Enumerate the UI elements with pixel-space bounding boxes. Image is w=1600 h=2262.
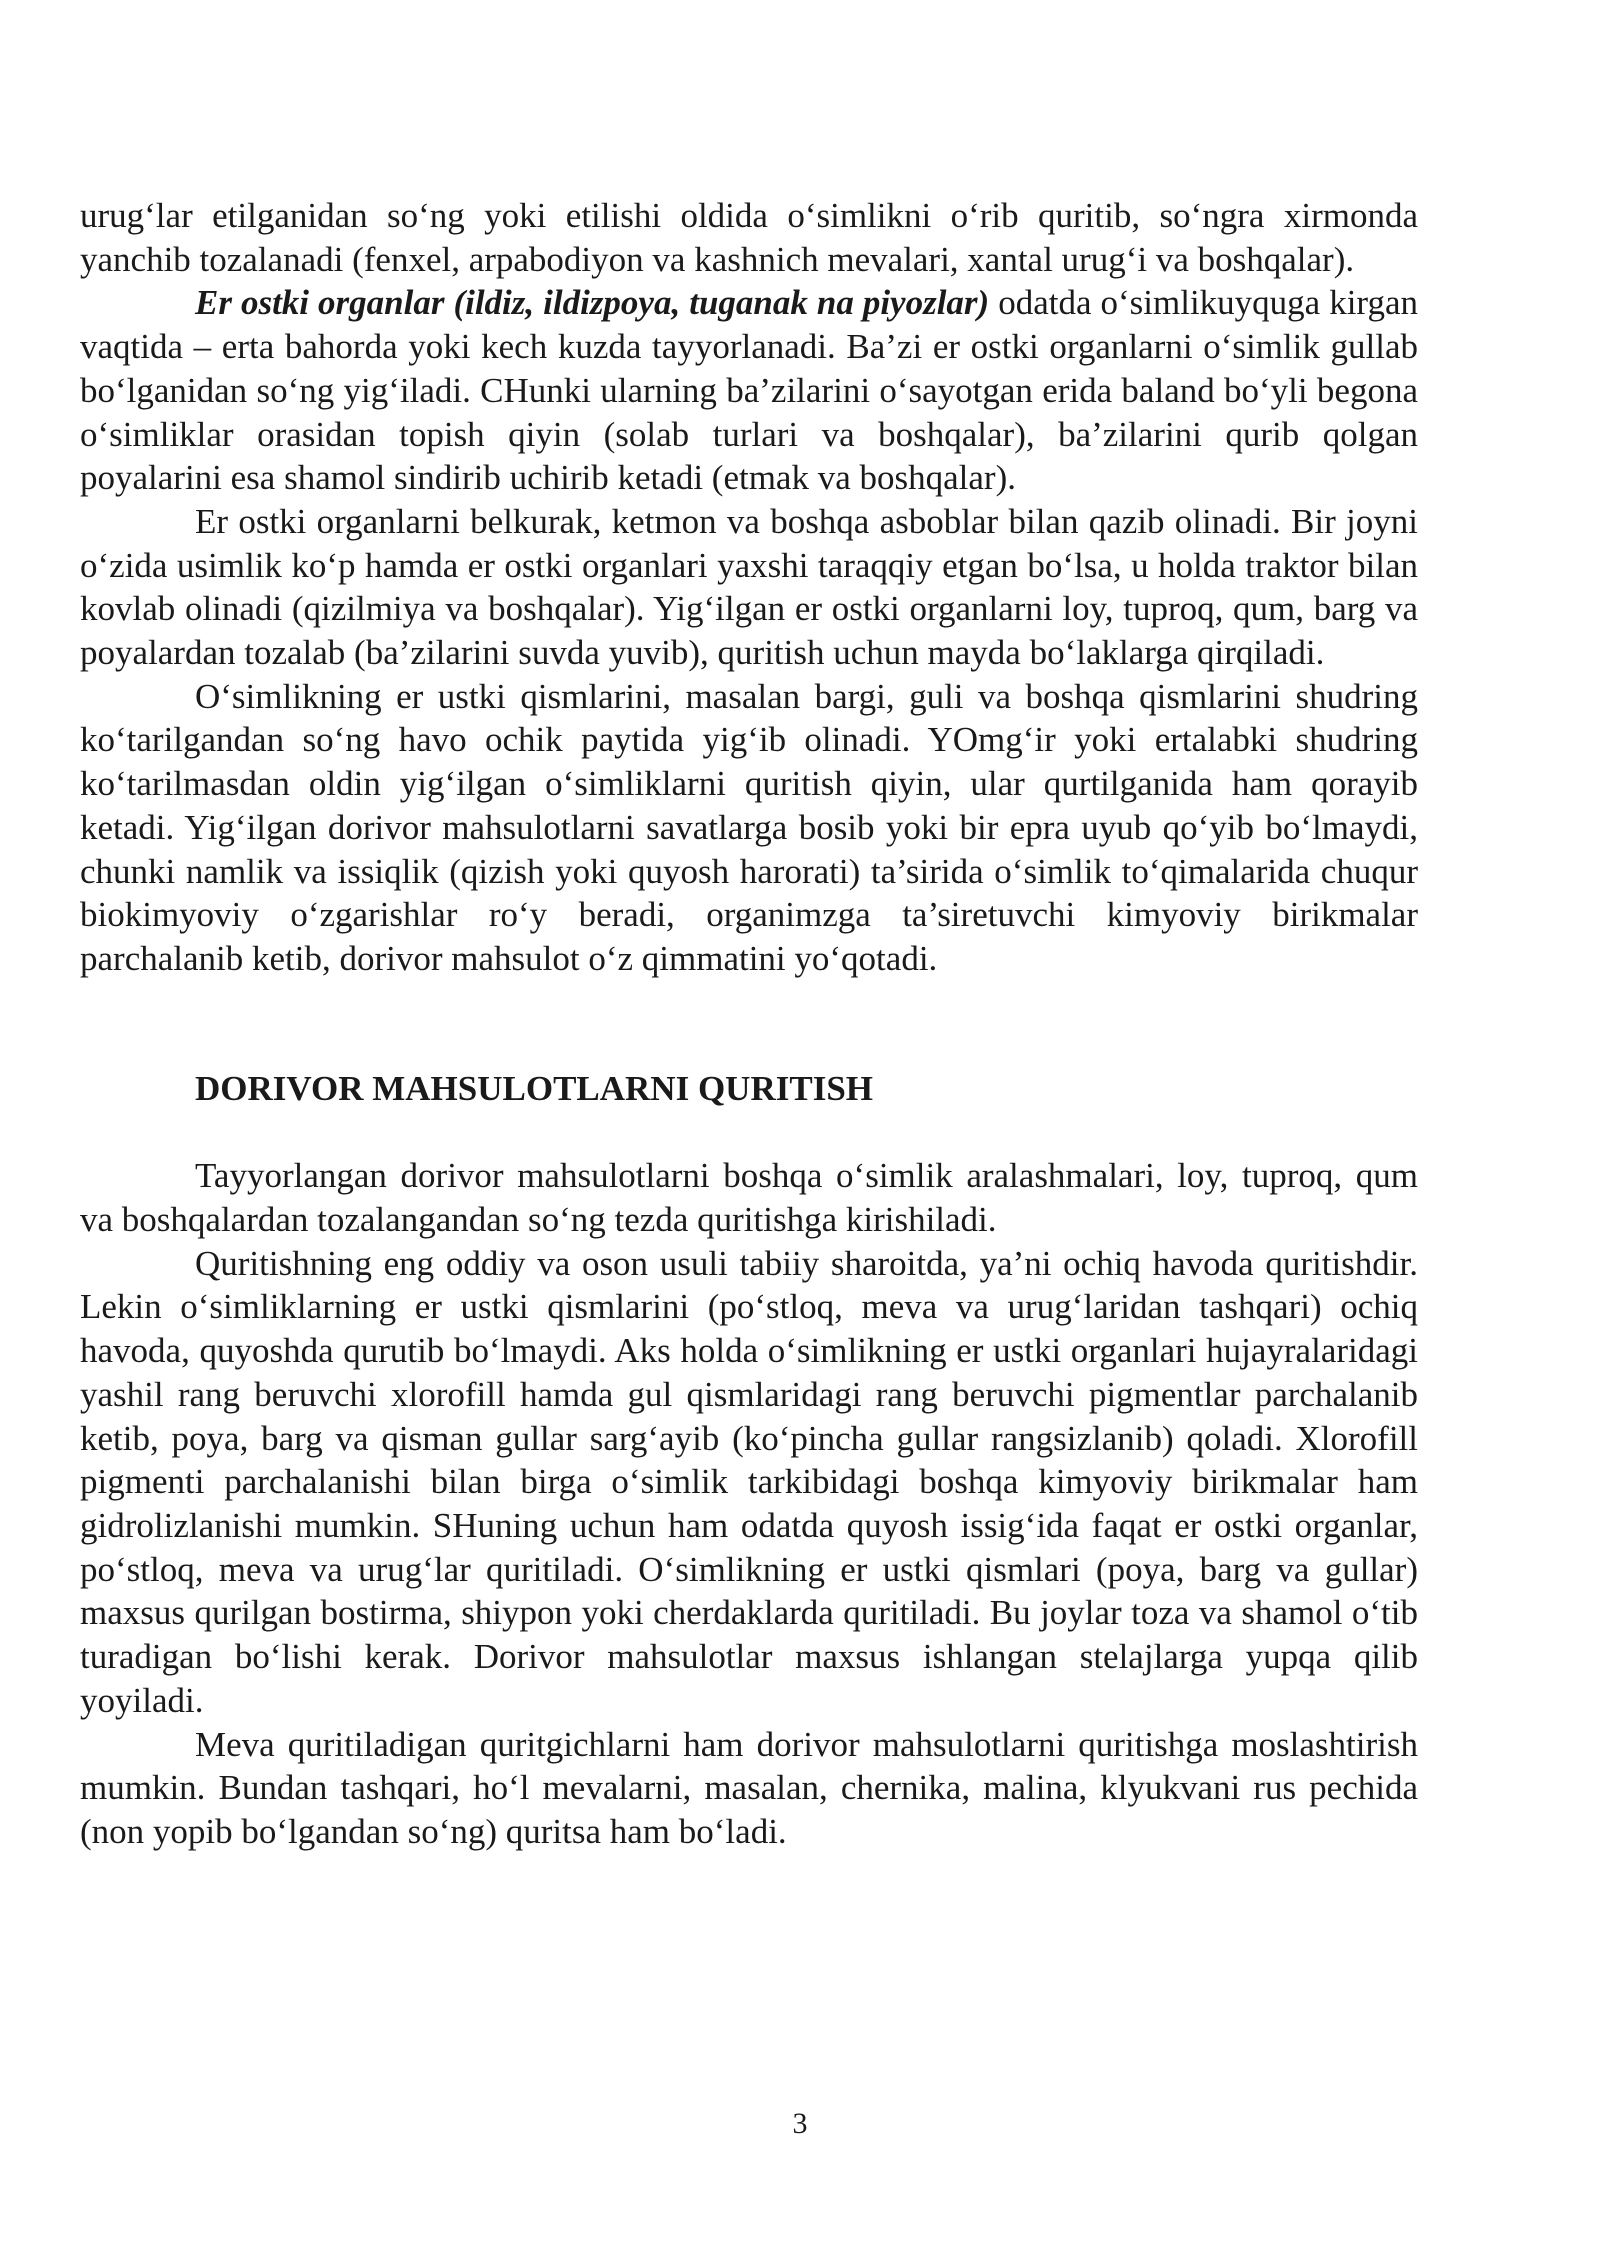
paragraph-1-text: urug‘lar etilganidan so‘ng yoki etilishi oldida o‘simlikni o‘rib quritib, so‘ngra xirmonda yanchib tozalanadi (fenxel, arpabodiyon va kashnich mevalari, xantal urug‘i va boshqalar). bbox=[80, 196, 1418, 279]
page-number: 3 bbox=[792, 2107, 808, 2140]
paragraph-6 bbox=[80, 1242, 1418, 1723]
paragraph-7-text: Meva quritiladigan quritgichlarni ham dorivor mahsulotlarni quritishga moslashtirish mumkin. Bundan tashqari, ho‘l mevalarni, masalan, chernika, malina, klyukvani rus pechida (non yopib bo‘lgandan so‘ng) quritsa ham bo‘ladi. bbox=[80, 1724, 1418, 1851]
paragraph-2-text: odatda o‘simlikuyquga kirgan vaqtida – erta bahorda yoki kech kuzda tayyorlanadi. Ba’zi er ostki organlarni o‘simlik gullab bo‘lganidan so‘ng yig‘iladi. CHunki ularning ba’zilarini o‘sayotgan erida baland bo‘yli begona o‘simliklar orasidan topish qiyin (solab turlari va boshqalar), ba’zilarini qurib qolgan poyalarini esa shamol sindirib uchirib ketadi (etmak va boshqalar). bbox=[80, 283, 1418, 498]
paragraph-2-lead: Er ostki organlar (ildiz, ildizpoya, tuganak na piyozlar) bbox=[195, 283, 990, 323]
paragraph-2 bbox=[80, 281, 1418, 500]
paragraph-5-text: Tayyorlangan dorivor mahsulotlarni boshqa o‘simlik aralashmalari, loy, tuproq, qum va boshqalardan tozalangandan so‘ng tezda quritishga kirishiladi. bbox=[80, 1156, 1418, 1240]
paragraph-4-text: O‘simlikning er ustki qismlarini, masalan bargi, guli va boshqa qismlarini shudring ko‘tarilgandan so‘ng havo ochik paytida yig‘ib olinadi. YOmg‘ir yoki ertalabki shudring ko‘tarilmasdan oldin yig‘ilgan o‘simliklarni quritish qiyin, ular qurtilganida ham qorayib ketadi. Yig‘ilgan dorivor mahsulotlarni savatlarga bosib yoki bir epra uyub qo‘yib bo‘lmaydi, chunki namlik va issiqlik (qizish yoki quyosh harorati) ta’sirida o‘simlik to‘qimalarida chuqur biokimyoviy o‘zgarishlar ro‘y beradi, organimzga ta’siretuvchi kimyoviy birikmalar parchalanib ketib, dorivor mahsulot o‘z qimmatini yo‘qotadi. bbox=[80, 676, 1418, 978]
paragraph-3 bbox=[80, 500, 1418, 675]
section-heading: DORIVOR MAHSULOTLARNI QURITISH bbox=[195, 1068, 874, 1108]
paragraph-1 bbox=[80, 194, 1418, 281]
spacer bbox=[80, 1110, 1418, 1154]
paragraph-4 bbox=[80, 675, 1418, 981]
paragraph-6-text: Quritishning eng oddiy va oson usuli tabiiy sharoitda, ya’ni ochiq havoda quritishdir. Lekin o‘simliklarning er ustki qismlarini (po‘stloq, meva va urug‘laridan tashqari) ochiq havoda, quyoshda qurutib bo‘lmaydi. Aks holda o‘simlikning er ustki organlari hujayralaridagi yashil rang beruvchi xlorofill hamda gul qismlaridagi rang beruvchi pigmentlar parchalanib ketib, poya, barg va qisman gullar sarg‘ayib (ko‘pincha gullar rangsizlanib) qoladi. Xlorofill pigmenti parchalanishi bilan birga o‘simlik tarkibidagi boshqa kimyoviy birikmalar ham gidrolizlanishi mumkin. SHuning uchun ham odatda quyosh issig‘ida faqat er ostki organlar, po‘stloq, meva va urug‘lar quritiladi. O‘simlikning er ustki qismlari (poya, barg va gullar) maxsus qurilgan bostirma, shiypon yoki cherdaklarda quritiladi. Bu joylar toza va shamol o‘tib turadigan bo‘lishi kerak. Dorivor mahsulotlar maxsus ishlangan stelajlarga yupqa qilib yoyiladi. bbox=[80, 1243, 1418, 1720]
paragraph-7 bbox=[80, 1723, 1418, 1854]
spacer bbox=[80, 981, 1418, 1067]
paragraph-3-text: Er ostki organlarni belkurak, ketmon va boshqa asboblar bilan qazib olinadi. Bir joyni o‘zida usimlik ko‘p hamda er ostki organlari yaxshi taraqqiy etgan bo‘lsa, u holda traktor bilan kovlab olinadi (qizilmiya va boshqalar). Yig‘ilgan er ostki organlarni loy, tuproq, qum, barg va poyalardan tozalab (ba’zilarini suvda yuvib), quritish uchun mayda bo‘laklarga qirqiladi. bbox=[80, 501, 1418, 673]
paragraph-5 bbox=[80, 1154, 1418, 1241]
page-body bbox=[80, 194, 1418, 1854]
